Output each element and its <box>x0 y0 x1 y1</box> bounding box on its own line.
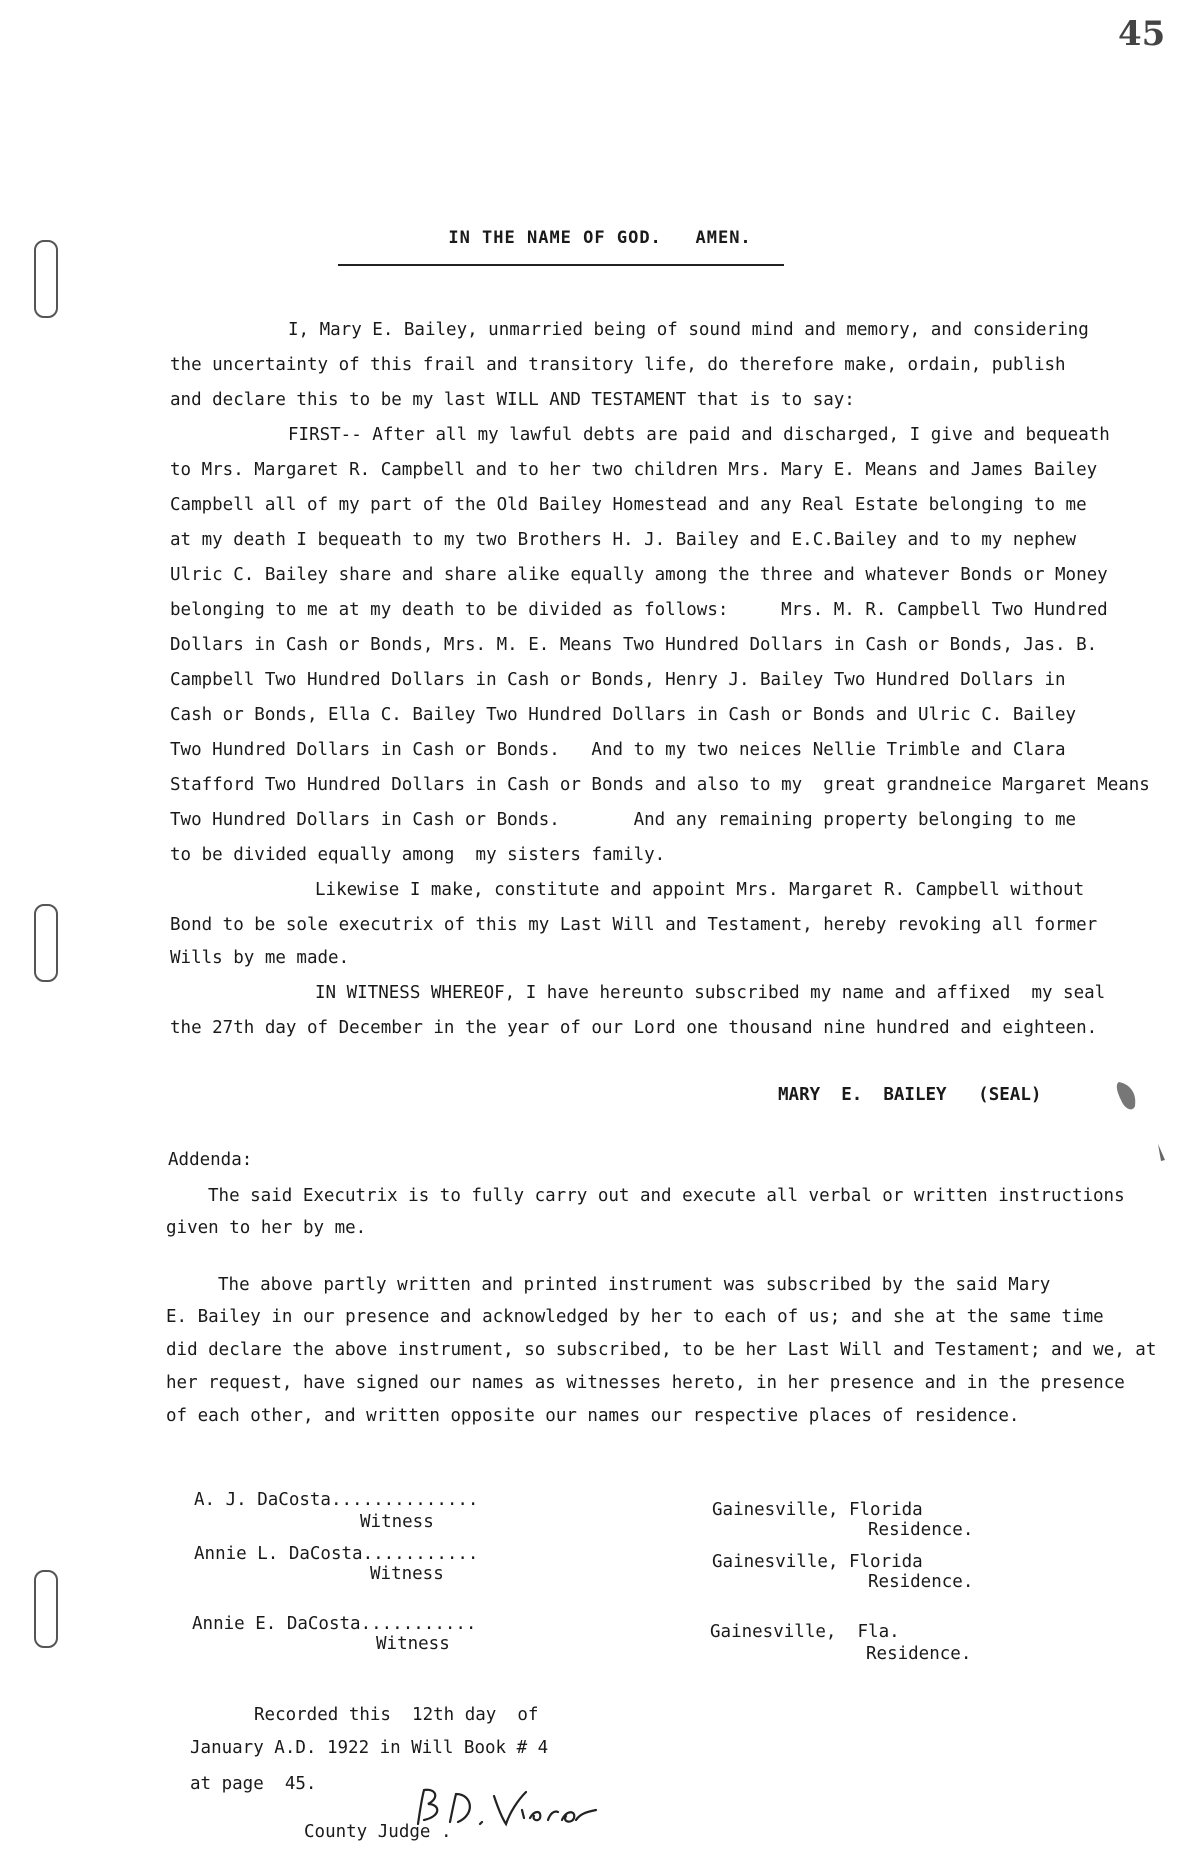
body-line: and declare this to be my last WILL AND TESTAMENT that is to say: <box>170 390 855 410</box>
witness-label: Witness <box>360 1512 434 1532</box>
body-line: to Mrs. Margaret R. Campbell and to her two children Mrs. Mary E. Means and James Bailey <box>170 460 1098 480</box>
body-line: Likewise I make, constitute and appoint Mrs. Margaret R. Campbell without <box>315 880 1085 900</box>
witness-name: Annie L. DaCosta........... <box>194 1544 479 1564</box>
recording-line: Recorded this 12th day of <box>254 1705 539 1725</box>
attestation-line: of each other, and written opposite our names our respective places of residence. <box>166 1406 1020 1426</box>
addenda-line: The said Executrix is to fully carry out and execute all verbal or written instructions <box>208 1186 1125 1206</box>
residence-label: Residence. <box>868 1520 974 1540</box>
body-line: Cash or Bonds, Ella C. Bailey Two Hundred Dollars in Cash or Bonds and Ulric C. Bailey <box>170 705 1077 725</box>
residence-label: Residence. <box>868 1572 974 1592</box>
witness-name: A. J. DaCosta.............. <box>194 1490 479 1510</box>
body-line: Wills by me made. <box>170 948 350 968</box>
judge-title: County Judge . <box>304 1822 452 1842</box>
body-line: the uncertainty of this frail and transitory life, do therefore make, ordain, publish <box>170 355 1066 375</box>
body-line: Campbell Two Hundred Dollars in Cash or Bonds, Henry J. Bailey Two Hundred Dollars in <box>170 670 1066 690</box>
binder-hole <box>34 1570 58 1648</box>
body-line: Bond to be sole executrix of this my Last Will and Testament, hereby revoking all former <box>170 915 1098 935</box>
body-line: Two Hundred Dollars in Cash or Bonds. And any remaining property belonging to me <box>170 810 1077 830</box>
witness-place: Gainesville, Florida <box>712 1552 923 1572</box>
attestation-line: The above partly written and printed instrument was subscribed by the said Mary <box>218 1275 1051 1295</box>
body-line: to be divided equally among my sisters family. <box>170 845 666 865</box>
witness-place: Gainesville, Florida <box>712 1500 923 1520</box>
body-line: FIRST-- After all my lawful debts are paid and discharged, I give and bequeath <box>288 425 1110 445</box>
witness-label: Witness <box>370 1564 444 1584</box>
recording-line: at page 45. <box>190 1774 317 1794</box>
ink-smudge <box>1115 1080 1149 1116</box>
body-line: belonging to me at my death to be divided as follows: Mrs. M. R. Campbell Two Hundred <box>170 600 1108 620</box>
body-line: the 27th day of December in the year of our Lord one thousand nine hundred and eighteen. <box>170 1018 1098 1038</box>
recording-line: January A.D. 1922 in Will Book # 4 <box>190 1738 549 1758</box>
body-line: Stafford Two Hundred Dollars in Cash or Bonds and also to my great grandneice Margaret Means <box>170 775 1150 795</box>
page-number: 45 <box>1118 14 1166 54</box>
witness-place: Gainesville, Fla. <box>710 1622 900 1642</box>
document-title: IN THE NAME OF GOD. AMEN. <box>448 228 752 248</box>
body-line: Campbell all of my part of the Old Bailey Homestead and any Real Estate belonging to me <box>170 495 1087 515</box>
addenda-line: given to her by me. <box>166 1218 367 1238</box>
witness-name: Annie E. DaCosta........... <box>192 1614 477 1634</box>
addenda-heading: Addenda: <box>168 1150 253 1170</box>
testator-signature: MARY E. BAILEY (SEAL) <box>778 1085 1042 1105</box>
body-line: I, Mary E. Bailey, unmarried being of sound mind and memory, and considering <box>288 320 1089 340</box>
body-line: IN WITNESS WHEREOF, I have hereunto subscribed my name and affixed my seal <box>315 983 1106 1003</box>
body-line: Two Hundred Dollars in Cash or Bonds. And to my two neices Nellie Trimble and Clara <box>170 740 1066 760</box>
body-line: Dollars in Cash or Bonds, Mrs. M. E. Means Two Hundred Dollars in Cash or Bonds, Jas. B. <box>170 635 1098 655</box>
residence-label: Residence. <box>866 1644 972 1664</box>
binder-hole <box>34 904 58 982</box>
attestation-line: did declare the above instrument, so subscribed, to be her Last Will and Testament; and we, at <box>166 1340 1157 1360</box>
attestation-line: her request, have signed our names as witnesses hereto, in her presence and in the presence <box>166 1373 1125 1393</box>
witness-label: Witness <box>376 1634 450 1654</box>
body-line: Ulric C. Bailey share and share alike equally among the three and whatever Bonds or Money <box>170 565 1108 585</box>
title-underline <box>338 264 784 266</box>
attestation-line: E. Bailey in our presence and acknowledged by her to each of us; and she at the same time <box>166 1307 1104 1327</box>
body-line: at my death I bequeath to my two Brothers H. J. Bailey and E.C.Bailey and to my nephew <box>170 530 1077 550</box>
binder-hole <box>34 240 58 318</box>
ink-mark <box>1156 1142 1168 1164</box>
